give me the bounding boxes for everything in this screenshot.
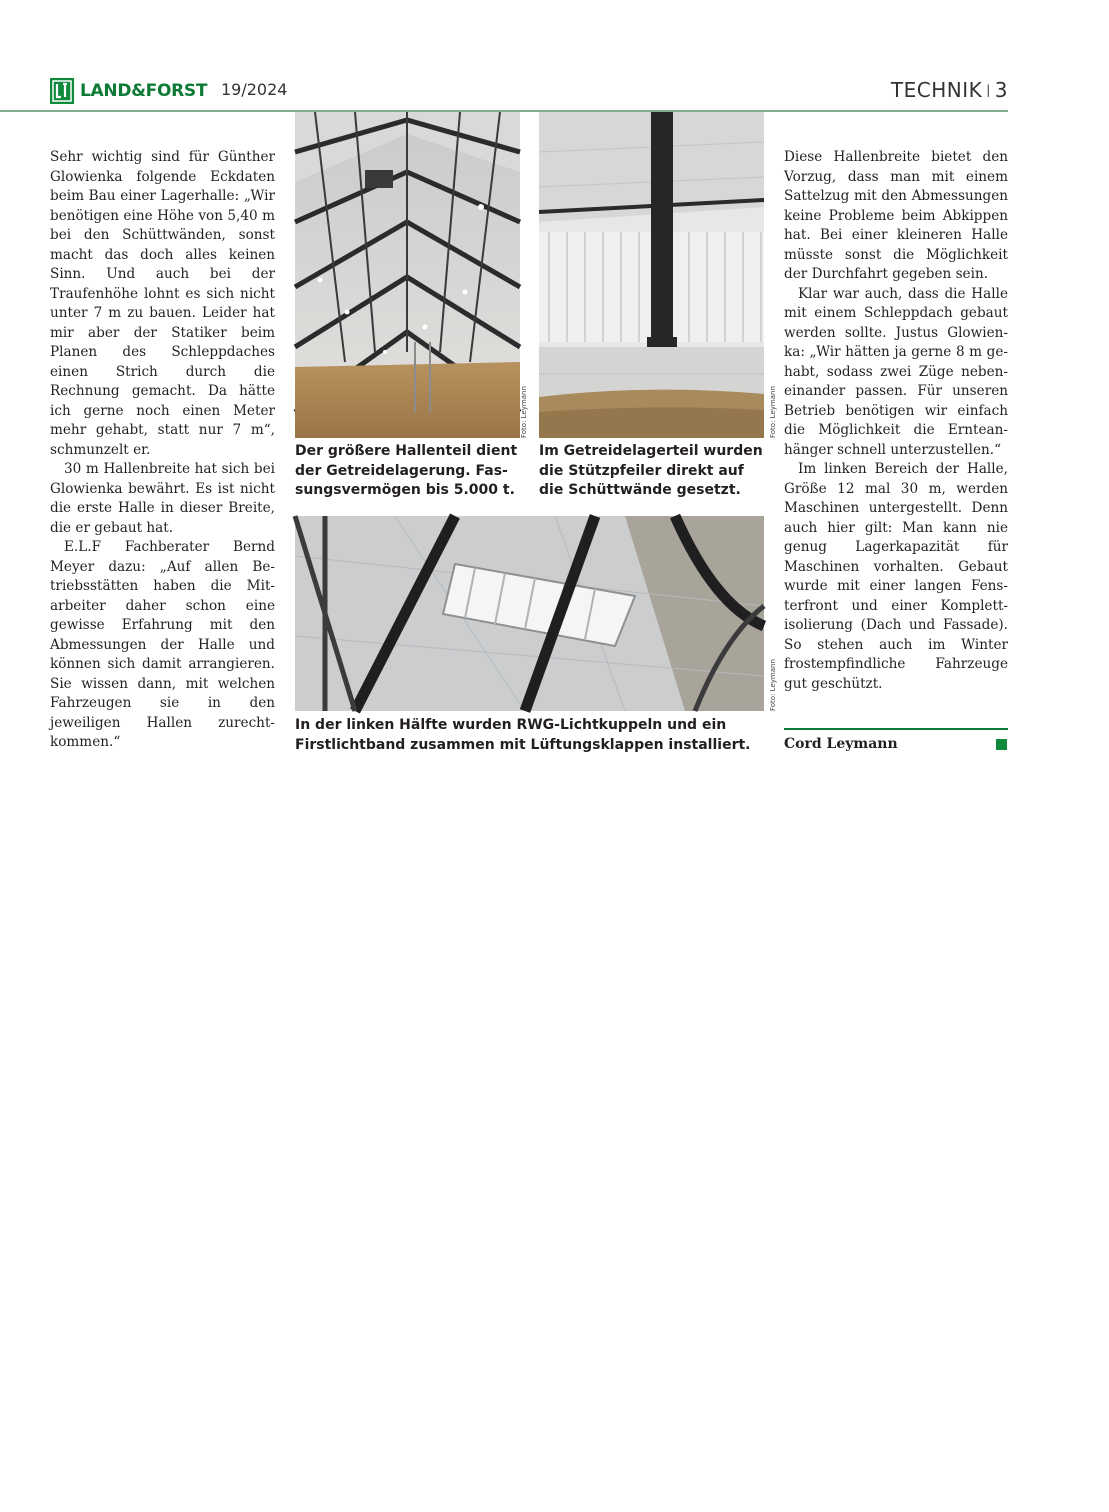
article-column-right xyxy=(784,148,1008,694)
section-label xyxy=(891,78,1008,102)
publication-logo xyxy=(50,78,207,104)
article-author: Cord Leymann xyxy=(784,736,898,752)
photo-caption: In der linken Hälfte wurden RWG-Lichtkuppeln und ein Firstlichtband zusammen mit Lüftungsklappen installiert. xyxy=(295,717,751,753)
photo-caption: Der größere Hallenteil dient der Getreidelagerung. Fassungsvermögen bis 5.000 t. xyxy=(295,443,518,498)
article-column-left xyxy=(50,148,275,753)
paragraph: E.L.F Fachberater Bernd Meyer dazu: „Auf allen Betriebsstätten haben die Mitarbeiter daher schon eine gewisse Erfahrung mit den Abmessungen der Halle und können sich damit arrangieren. Sie wissen dann, mit welchen Fahrzeugen sie in den jeweiligen Hallen zurechtkommen.“ xyxy=(50,539,275,750)
paragraph: Klar war auch, dass die Halle mit einem Schleppdach gebaut werden sollte. Justus Glowienka: „Wir hätten ja gerne 8 m gehabt, sodass zwei Züge nebeneinander passen. Für unseren Betrieb benötigen wir einfach die Möglichkeit die Ernteanhänger schnell unterzustellen.“ xyxy=(784,285,1008,458)
section-separator: | xyxy=(986,83,991,97)
logo-text: LAND&FORST xyxy=(80,81,208,101)
photo-grain-hall xyxy=(295,112,528,438)
paragraph: Sehr wichtig sind für Günther Glowienka folgende Eckdaten beim Bau einer Lagerhalle: „Wir benötigen eine Höhe von 5,40 m bei den Schüttwänden, sonst macht das doch alles keinen Sinn. Und auch bei der Traufenhöhe lohnt es sich nicht unter 7 m zu bauen. Leider hat mir aber der Statiker beim Planen des Schleppdaches einen Strich durch die Rechnung gemacht. Da hätte ich gerne noch einen Meter mehr gehabt, statt nur 7 m“, schmunzelt er. xyxy=(50,149,275,458)
photo-support-pillar xyxy=(539,112,777,438)
section-title: TECHNIK xyxy=(890,78,983,102)
paragraph: Im linken Bereich der Halle, Größe 12 mal 30 m, werden Maschinen untergestellt. Denn auch hier gilt: Man kann nie genug Lagerkapazität für Maschinen vorhalten. Gebaut wurde mit einer langen Fensterfront und einer Komplettisolierung (Dach und Fassade). So stehen auch im Winter frostempfindliche Fahrzeuge gut geschützt. xyxy=(784,461,1008,692)
photo-credit: Foto: Leymann xyxy=(769,386,777,438)
photo-credit: Foto: Leymann xyxy=(769,659,777,711)
page-number: 3 xyxy=(994,78,1008,102)
photo-caption: Im Getreidelagerteil wurden die Stützpfeiler direkt auf die Schüttwände gesetzt. xyxy=(539,443,763,498)
end-mark-icon xyxy=(996,739,1007,750)
photo-credit: Foto: Leymann xyxy=(520,386,528,438)
paragraph: Diese Hallenbreite bietet den Vorzug, dass man mit einem Sattelzug mit den Abmessungen keine Probleme beim Abkippen hat. Bei einer kleineren Halle müsste sonst die Möglichkeit der Durchfahrt gegeben sein. xyxy=(784,149,1008,282)
photo-skylights xyxy=(295,516,777,711)
page-header xyxy=(50,78,1008,110)
author-rule xyxy=(784,728,1008,730)
logo-icon xyxy=(50,78,74,104)
issue-number: 19/2024 xyxy=(221,80,288,99)
paragraph: 30 m Hallenbreite hat sich bei Glowienka bewährt. Es ist nicht die erste Halle in dieser Breite, die er gebaut hat. xyxy=(50,461,275,536)
